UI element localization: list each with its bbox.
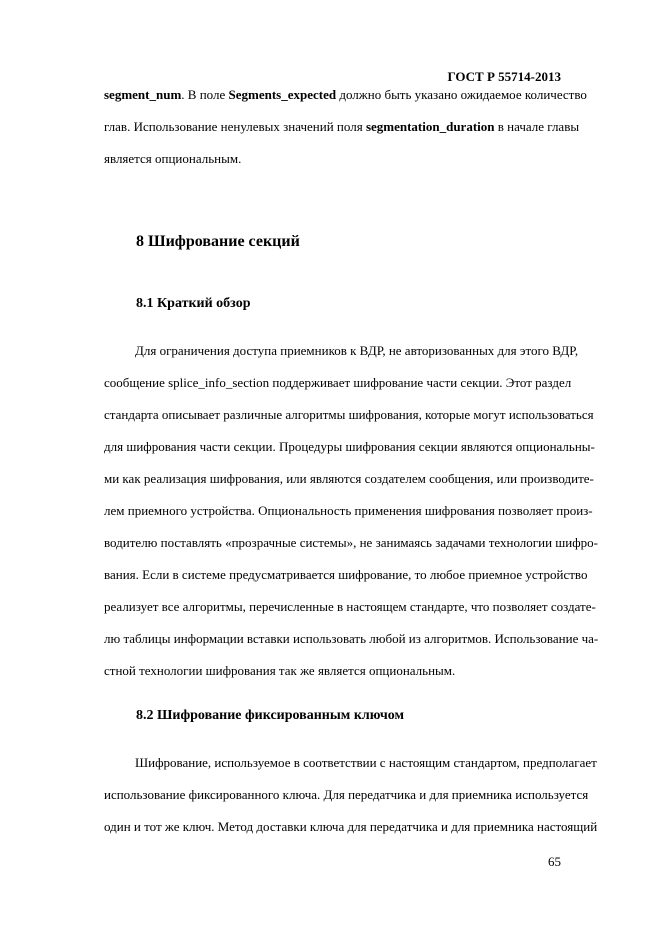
section-8-heading: 8 Шифрование секций [136,233,300,250]
text-line: вания. Если в системе предусматривается шифрование, то любое приемное устройство [104,567,588,582]
section-8-2-heading: 8.2 Шифрование фиксированным ключом [136,708,405,723]
text-line: сообщение splice_info_section поддерживает шифрование части секции. Этот раздел [104,375,572,390]
text-line: водителю поставлять «прозрачные системы», не занимаясь задачами технологии шифро- [104,535,599,550]
section-8-1-heading: 8.1 Краткий обзор [136,296,251,311]
field-name-segment-num: segment_num [104,87,182,102]
text-line: ми как реализация шифрования, или являются создателем сообщения, или производите- [104,471,594,486]
document-header: ГОСТ Р 55714-2013 [447,69,561,84]
text-line: лю таблицы информации вставки использовать любой из алгоритмов. Использование ча- [104,631,599,646]
text-line: Для ограничения доступа приемников к ВДР, не авторизованных для этого ВДР, [135,343,579,358]
text-line: для шифрования части секции. Процедуры шифрования секции являются опциональны- [104,439,595,454]
page-number: 65 [548,854,561,869]
field-name-segments-expected: Segments_expected [228,87,337,102]
section-8-1-paragraph [104,335,599,687]
intro-line-1: segment_num. В поле Segments_expected должно быть указано ожидаемое количество [104,87,587,102]
text-line: реализует все алгоритмы, перечисленные в настоящем стандарте, что позволяет создате- [104,599,596,614]
intro-line-2: глав. Использование ненулевых значений поля segmentation_duration в начале главы [104,119,580,134]
intro-line-3: является опциональным. [104,151,242,166]
field-name-segmentation-duration: segmentation_duration [365,119,495,134]
text-line: один и тот же ключ. Метод доставки ключа для передатчика и для приемника настоящий [104,819,598,834]
intro-paragraph [104,79,587,175]
section-8-2-paragraph [104,747,598,843]
text-line: стандарта описывает различные алгоритмы шифрования, которые могут использоваться [104,407,594,422]
text-line: лем приемного устройства. Опциональность применения шифрования позволяет произ- [104,503,593,518]
text-line: Шифрование, используемое в соответствии с настоящим стандартом, предполагает [135,755,597,770]
text-line: стной технологии шифрования так же является опциональным. [104,663,456,678]
text-line: использование фиксированного ключа. Для передатчика и для приемника используется [104,787,589,802]
